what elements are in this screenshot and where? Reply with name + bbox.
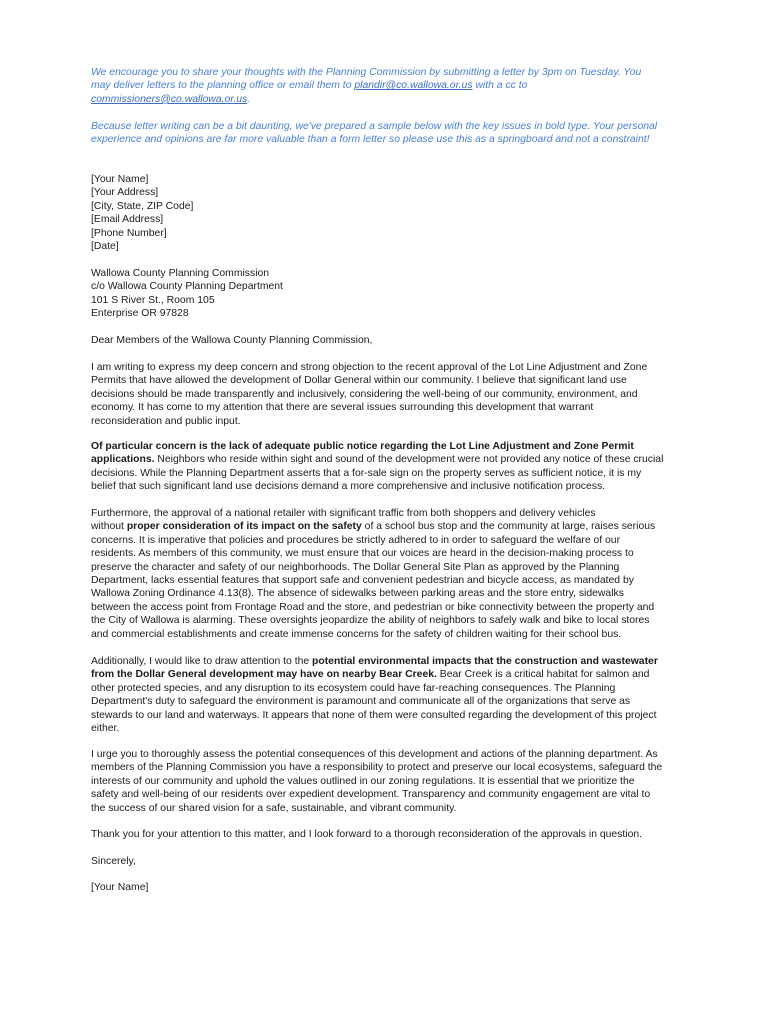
intro-line — [91, 79, 641, 92]
salutation — [91, 334, 372, 347]
paragraph-line — [91, 520, 655, 533]
sender-phone: [Phone Number] — [91, 227, 167, 239]
intro-paragraph-1 — [91, 66, 641, 106]
paragraph-line: safety and well-being of our residents over expedient development. Transparency and community engagement are vital to — [91, 789, 651, 801]
recipient-line: c/o Wallowa County Planning Department — [91, 281, 283, 293]
recipient-line: Wallowa County Planning Commission — [91, 268, 270, 279]
planning-director-email-link[interactable]: plandir@co.wallowa.or.us — [354, 80, 473, 92]
paragraph-line: reconsideration and public input. — [91, 415, 241, 427]
paragraph-line: Furthermore, the approval of a national retailer with significant traffic from both shoppers and delivery vehicles — [91, 508, 596, 519]
paragraph-line — [91, 668, 658, 681]
body-paragraph-3 — [91, 507, 655, 641]
bold-key-issue: from the Dollar General development may have on nearby Bear Creek. — [91, 669, 437, 681]
sender-city: [City, State, ZIP Code] — [91, 200, 194, 212]
paragraph-text: Additionally, I would like to draw attention to the — [91, 656, 313, 667]
intro-text: may deliver letters to the planning office or email them to — [91, 80, 355, 92]
bold-key-issue: Of particular concern is the lack of adequate public notice regarding the Lot Line Adjustment and Zone Permit — [91, 441, 634, 452]
body-paragraph-5 — [91, 748, 662, 815]
recipient-line: 101 S River St., Room 105 — [91, 294, 215, 306]
commissioners-email-link[interactable]: commissioners@co.wallowa.or.us — [91, 93, 248, 105]
paragraph-line: interests of our community and uphold the values outlined in our zoning regulations. It is essential that we prioritize the — [91, 775, 635, 787]
paragraph-line: belief that such significant land use decisions demand a more comprehensive and inclusive notification process. — [91, 481, 606, 493]
sender-name: [Your Name] — [91, 174, 149, 185]
paragraph-line: Permits that have allowed the development of Dollar General within our community. I believe that significant land use — [91, 375, 627, 387]
paragraph-text: of a school bus stop and the community at large, raises serious — [361, 521, 656, 533]
paragraph-line: Wallowa Zoning Ordinance 4.13(8). The absence of sidewalks between parking areas and the store entry, sidewalks — [91, 588, 624, 600]
paragraph-line: preserve the character and safety of our neighborhoods. The Dollar General Site Plan as approved by the Planning — [91, 561, 620, 573]
paragraph-text: without — [91, 521, 127, 533]
paragraph-line: decisions. While the Planning Department asserts that a for-sale sign on the property serves as sufficient notice, it is my — [91, 467, 642, 479]
bold-key-issue: potential environmental impacts that the construction and wastewater — [312, 656, 658, 667]
sender-email: [Email Address] — [91, 214, 164, 226]
paragraph-line — [91, 655, 658, 668]
paragraph-line: residents. As members of this community, we must ensure that our voices are heard in the decision-making process to — [91, 548, 634, 560]
paragraph-line: either. — [91, 723, 120, 735]
sender-address: [Your Address] — [91, 187, 159, 199]
paragraph-text: Bear Creek is a critical habitat for salmon and — [436, 669, 650, 681]
paragraph-line: Thank you for your attention to this matter, and I look forward to a thorough reconsideration of the approvals in question. — [91, 829, 643, 840]
body-paragraph-1 — [91, 361, 647, 428]
paragraph-line: other protected species, and any disruption to its ecosystem could have far-reaching consequences. The Planning — [91, 682, 616, 694]
paragraph-line: I am writing to express my deep concern and strong objection to the recent approval of the Lot Line Adjustment and Zone — [91, 362, 648, 373]
bold-key-issue: proper consideration of its impact on the safety — [126, 521, 362, 533]
paragraph-line: the City of Wallowa is alarming. These oversights jeopardize the ability of neighbors to safely walk and bike to local stores — [91, 615, 650, 627]
paragraph-line — [91, 453, 663, 466]
intro-line: Because letter writing can be a bit daunting, we've prepared a sample below with the key issues in bold type. Your personal — [91, 121, 658, 132]
paragraph-line: the success of our shared vision for a safe, sustainable, and vibrant community. — [91, 802, 457, 814]
sender-date: [Date] — [91, 241, 119, 253]
closing — [91, 855, 136, 868]
paragraph-line: Department's duty to safeguard the environment is paramount and communicate all of the organizations that serve as — [91, 696, 631, 708]
paragraph-line: I urge you to thoroughly assess the potential consequences of this development and actions of the planning department. As — [91, 749, 658, 760]
body-paragraph-6 — [91, 828, 642, 841]
paragraph-line: concerns. It is imperative that policies and procedures be strictly adhered to in order to safeguard the welfare of our — [91, 534, 621, 546]
paragraph-line: economy. It has come to my attention that there are several issues surrounding this development that warrant — [91, 402, 594, 414]
intro-line: experience and opinions are far more valuable than a form letter so please use this as a springboard and not a constraint! — [91, 134, 650, 146]
signature — [91, 881, 148, 894]
intro-text: . — [247, 93, 251, 105]
paragraph-line: and commercial establishments and create immense concerns for the safety of children waiting for their school bus. — [91, 628, 622, 640]
intro-paragraph-2 — [91, 120, 657, 147]
body-paragraph-4 — [91, 655, 658, 735]
paragraph-text: Neighbors who reside within sight and sound of the development were not provided any notice of these crucial — [154, 454, 664, 466]
sender-address-block — [91, 173, 193, 253]
paragraph-line: Department, lacks essential features that support safe and convenient pedestrian and bicycle access, as mandated by — [91, 575, 634, 587]
paragraph-line: members of the Planning Commission you have a responsibility to protect and preserve our local ecosystems, safeguard the — [91, 762, 663, 774]
bold-key-issue: applications. — [91, 454, 155, 466]
intro-line — [91, 93, 641, 106]
closing-text: Sincerely, — [91, 856, 136, 867]
body-paragraph-2 — [91, 440, 663, 494]
paragraph-line: between the access point from Frontage Road and the store, and pedestrian or bike connectivity between the property and — [91, 601, 655, 613]
recipient-address-block — [91, 267, 283, 321]
paragraph-line: stewards to our land and waterways. It appears that none of them were consulted regarding the development of this project — [91, 709, 657, 721]
paragraph-line: decisions should be made transparently and inclusively, considering the well-being of our community, environment, and — [91, 388, 638, 400]
signature-text: [Your Name] — [91, 882, 149, 893]
salutation-text: Dear Members of the Wallowa County Planning Commission, — [91, 335, 373, 346]
paragraph-line — [91, 440, 663, 453]
recipient-line: Enterprise OR 97828 — [91, 308, 189, 320]
intro-text: with a cc to — [472, 80, 528, 92]
intro-line: We encourage you to share your thoughts with the Planning Commission by submitting a letter by 3pm on Tuesday. You — [91, 67, 642, 78]
